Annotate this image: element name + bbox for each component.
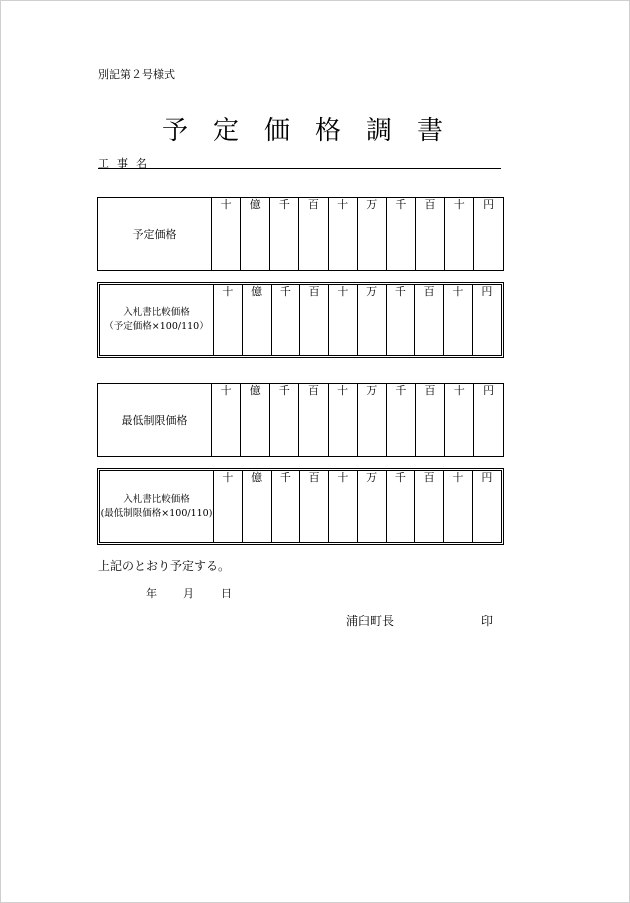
amount-digit-cell[interactable]: [242, 499, 271, 542]
digit-header: 千: [270, 198, 299, 213]
amount-digit-cell[interactable]: [242, 313, 271, 355]
project-name-label: 工事名: [98, 157, 155, 170]
bid-comparison-minimum-price-block: [97, 468, 504, 545]
amount-digit-cell[interactable]: [241, 213, 270, 270]
digit-header: 円: [474, 384, 503, 399]
date-year-label: 年: [146, 587, 157, 600]
bid-comparison-price-block: [97, 282, 504, 358]
minimum-limit-price-block: [97, 383, 504, 457]
minimum-limit-price-label: 最低制限価格: [121, 413, 188, 427]
amount-digit-cell[interactable]: [212, 399, 241, 456]
amount-digit-cell[interactable]: [271, 499, 300, 542]
amount-digit-cell[interactable]: [415, 213, 444, 270]
digit-header: 十: [445, 198, 474, 213]
digit-header: 千: [386, 471, 415, 499]
amount-digit-cell[interactable]: [214, 313, 243, 355]
digit-header: 万: [357, 384, 386, 399]
amount-digit-cell[interactable]: [270, 399, 299, 456]
digit-header: 百: [300, 285, 329, 313]
date-day-label: 日: [221, 587, 232, 600]
digit-header: 円: [472, 285, 501, 313]
document-title: 予定価格調書: [162, 116, 469, 146]
planned-price-label: 予定価格: [132, 227, 177, 241]
amount-digit-cell[interactable]: [445, 213, 474, 270]
digit-header: 円: [472, 471, 501, 499]
digit-header: 十: [212, 198, 241, 213]
seal-mark: 印: [481, 614, 494, 628]
digit-header: 千: [271, 471, 300, 499]
digit-header: 百: [415, 384, 444, 399]
digit-header: 十: [214, 285, 243, 313]
amount-digit-cell[interactable]: [328, 213, 357, 270]
bid-comparison-price-label: 入札書比較価格 （予定価格×100/110）: [104, 307, 209, 332]
amount-digit-cell[interactable]: [329, 313, 358, 355]
amount-digit-cell[interactable]: [386, 499, 415, 542]
digit-header: 十: [212, 384, 241, 399]
amount-digit-cell[interactable]: [270, 213, 299, 270]
digit-header: 千: [386, 285, 415, 313]
planned-price-block: [97, 197, 504, 271]
form-number: 別記第２号様式: [98, 68, 175, 81]
declaration-text: 上記のとおり予定する。: [98, 559, 231, 573]
signer-title: 浦臼町長: [346, 614, 395, 628]
digit-header: 百: [300, 471, 329, 499]
amount-digit-cell[interactable]: [474, 399, 503, 456]
amount-digit-cell[interactable]: [299, 399, 328, 456]
digit-header: 億: [241, 384, 270, 399]
amount-digit-cell[interactable]: [357, 499, 386, 542]
amount-digit-cell[interactable]: [415, 399, 444, 456]
digit-header: 億: [242, 285, 271, 313]
digit-header: 十: [444, 471, 473, 499]
amount-digit-cell[interactable]: [445, 399, 474, 456]
digit-header: 万: [357, 285, 386, 313]
digit-header: 千: [270, 384, 299, 399]
amount-digit-cell[interactable]: [212, 213, 241, 270]
amount-digit-cell[interactable]: [386, 313, 415, 355]
digit-header: 万: [357, 471, 386, 499]
amount-digit-cell[interactable]: [328, 399, 357, 456]
digit-header: 千: [386, 384, 415, 399]
digit-header: 十: [329, 471, 358, 499]
amount-digit-cell[interactable]: [357, 213, 386, 270]
digit-header: 十: [444, 285, 473, 313]
date-month-label: 月: [183, 587, 194, 600]
amount-digit-cell[interactable]: [386, 399, 415, 456]
amount-digit-cell[interactable]: [415, 499, 444, 542]
project-name-field[interactable]: [98, 168, 501, 169]
amount-digit-cell[interactable]: [415, 313, 444, 355]
amount-digit-cell[interactable]: [300, 313, 329, 355]
amount-digit-cell[interactable]: [474, 213, 503, 270]
digit-header: 十: [328, 384, 357, 399]
amount-digit-cell[interactable]: [444, 313, 473, 355]
amount-digit-cell[interactable]: [299, 213, 328, 270]
digit-header: 億: [242, 471, 271, 499]
amount-digit-cell[interactable]: [329, 499, 358, 542]
digit-header: 十: [328, 198, 357, 213]
digit-header: 億: [241, 198, 270, 213]
amount-digit-cell[interactable]: [357, 313, 386, 355]
amount-digit-cell[interactable]: [300, 499, 329, 542]
amount-digit-cell[interactable]: [214, 499, 243, 542]
digit-header: 万: [357, 198, 386, 213]
amount-digit-cell[interactable]: [357, 399, 386, 456]
digit-header: 百: [415, 285, 444, 313]
amount-digit-cell[interactable]: [386, 213, 415, 270]
digit-header: 千: [271, 285, 300, 313]
digit-header: 円: [474, 198, 503, 213]
digit-header: 十: [214, 471, 243, 499]
amount-digit-cell[interactable]: [472, 313, 501, 355]
bid-comparison-minimum-price-label: 入札書比較価格 (最低制限価格×100/110): [100, 493, 213, 519]
amount-digit-cell[interactable]: [271, 313, 300, 355]
digit-header: 百: [299, 198, 328, 213]
amount-digit-cell[interactable]: [241, 399, 270, 456]
digit-header: 百: [299, 384, 328, 399]
digit-header: 千: [386, 198, 415, 213]
digit-header: 百: [415, 198, 444, 213]
digit-header: 十: [329, 285, 358, 313]
digit-header: 十: [445, 384, 474, 399]
amount-digit-cell[interactable]: [472, 499, 501, 542]
digit-header: 百: [415, 471, 444, 499]
amount-digit-cell[interactable]: [444, 499, 473, 542]
